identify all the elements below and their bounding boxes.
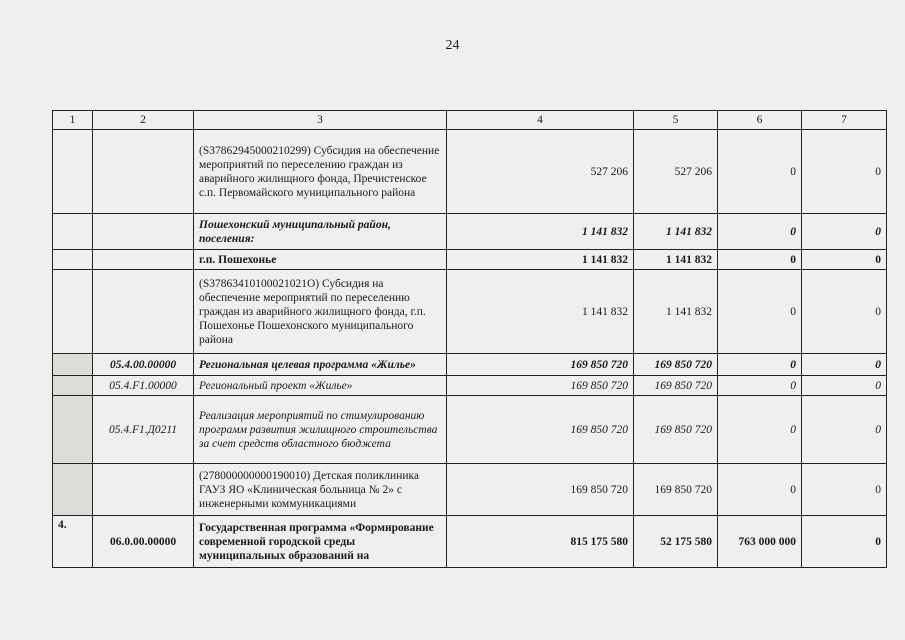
value-cell: 0 <box>718 354 802 376</box>
row-number-cell <box>53 214 93 250</box>
table-row <box>53 396 887 464</box>
row-number-cell <box>53 354 93 376</box>
value-cell: 0 <box>802 354 887 376</box>
value-cell: 1 141 832 <box>634 250 718 270</box>
table-row <box>53 464 887 516</box>
value-cell: 169 850 720 <box>634 464 718 516</box>
value-cell: 0 <box>802 464 887 516</box>
value-cell: 763 000 000 <box>718 516 802 568</box>
value-cell: 0 <box>802 396 887 464</box>
column-header: 6 <box>718 111 802 130</box>
column-header: 7 <box>802 111 887 130</box>
description-cell: Региональный проект «Жилье» <box>194 376 447 396</box>
value-cell: 0 <box>802 270 887 354</box>
column-header: 3 <box>194 111 447 130</box>
value-cell: 1 141 832 <box>634 214 718 250</box>
description-cell: Региональная целевая программа «Жилье» <box>194 354 447 376</box>
column-header: 5 <box>634 111 718 130</box>
value-cell: 1 141 832 <box>634 270 718 354</box>
row-number-cell <box>53 464 93 516</box>
description-cell: (278000000000190010) Детская поликлиника ГАУЗ ЯО «Клиническая больница № 2» с инженерными коммуникациями <box>194 464 447 516</box>
value-cell: 0 <box>718 214 802 250</box>
value-cell: 0 <box>802 130 887 214</box>
value-cell: 0 <box>802 214 887 250</box>
value-cell: 0 <box>718 250 802 270</box>
value-cell: 0 <box>802 250 887 270</box>
table-header-row <box>53 111 887 130</box>
value-cell: 0 <box>718 270 802 354</box>
row-number-cell <box>53 376 93 396</box>
value-cell: 527 206 <box>634 130 718 214</box>
description-cell: (S37862945000210299) Субсидия на обеспечение мероприятий по переселению граждан из аварийного жилищного фонда, Пречистенское с.п. Первомайского муниципального района <box>194 130 447 214</box>
row-number-cell <box>53 270 93 354</box>
table-row <box>53 250 887 270</box>
total-cell: 169 850 720 <box>447 464 634 516</box>
total-cell: 169 850 720 <box>447 396 634 464</box>
code-cell: 05.4.00.00000 <box>93 354 194 376</box>
table-row <box>53 130 887 214</box>
value-cell: 0 <box>718 396 802 464</box>
description-cell: (S37863410100021021О) Субсидия на обеспечение мероприятий по переселению граждан из аварийного жилищного фонда, г.п. Пошехонье Пошехонского муниципального района <box>194 270 447 354</box>
table-row <box>53 354 887 376</box>
budget-table <box>52 110 887 568</box>
code-cell: 05.4.F1.00000 <box>93 376 194 396</box>
value-cell: 169 850 720 <box>634 376 718 396</box>
table-row <box>53 376 887 396</box>
table-row <box>53 270 887 354</box>
column-header: 1 <box>53 111 93 130</box>
description-cell: Государственная программа «Формирование современной городской среды муниципальных образований на <box>194 516 447 568</box>
total-cell: 1 141 832 <box>447 270 634 354</box>
description-cell: Реализация мероприятий по стимулированию программ развития жилищного строительства за счет средств областного бюджета <box>194 396 447 464</box>
code-cell: 05.4.F1.Д0211 <box>93 396 194 464</box>
value-cell: 169 850 720 <box>634 354 718 376</box>
value-cell: 52 175 580 <box>634 516 718 568</box>
total-cell: 527 206 <box>447 130 634 214</box>
column-header: 4 <box>447 111 634 130</box>
total-cell: 169 850 720 <box>447 376 634 396</box>
total-cell: 815 175 580 <box>447 516 634 568</box>
total-cell: 1 141 832 <box>447 214 634 250</box>
column-header: 2 <box>93 111 194 130</box>
value-cell: 0 <box>802 376 887 396</box>
value-cell: 0 <box>718 130 802 214</box>
row-number-cell <box>53 130 93 214</box>
code-cell <box>93 464 194 516</box>
table-row <box>53 516 887 568</box>
code-cell <box>93 214 194 250</box>
code-cell: 06.0.00.00000 <box>93 516 194 568</box>
value-cell: 169 850 720 <box>634 396 718 464</box>
value-cell: 0 <box>802 516 887 568</box>
page-number: 24 <box>445 38 460 53</box>
code-cell <box>93 250 194 270</box>
total-cell: 1 141 832 <box>447 250 634 270</box>
table-row <box>53 214 887 250</box>
code-cell <box>93 270 194 354</box>
description-cell: Пошехонский муниципальный район, поселения: <box>194 214 447 250</box>
total-cell: 169 850 720 <box>447 354 634 376</box>
code-cell <box>93 130 194 214</box>
row-number-cell <box>53 250 93 270</box>
value-cell: 0 <box>718 464 802 516</box>
description-cell: г.п. Пошехонье <box>194 250 447 270</box>
value-cell: 0 <box>718 376 802 396</box>
row-number-cell <box>53 396 93 464</box>
row-number-cell: 4. <box>53 516 93 568</box>
